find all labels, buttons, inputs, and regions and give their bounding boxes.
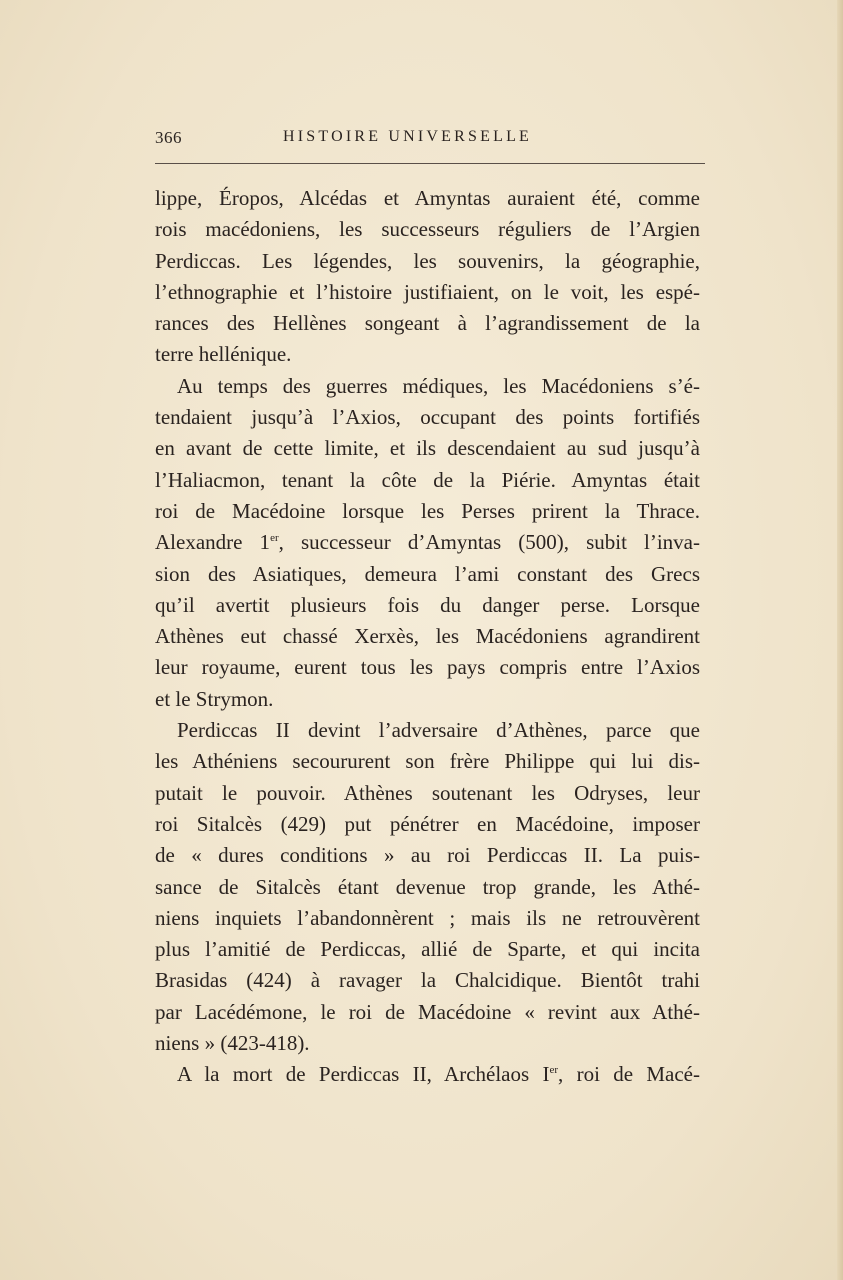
text-line: qu’il avertit plusieurs fois du danger perse. Lorsque bbox=[155, 592, 700, 617]
text-fragment: A la mort de Perdiccas II, Archélaos I bbox=[177, 1062, 550, 1087]
text-line: niens inquiets l’abandonnèrent ; mais ils ne retrouvèrent bbox=[155, 905, 700, 930]
text-line: lippe, Éropos, Alcédas et Amyntas auraient été, comme bbox=[155, 186, 700, 210]
text-line: roi Sitalcès (429) put pénétrer en Macédoine, imposer bbox=[155, 811, 700, 836]
text-line: et le Strymon. bbox=[155, 686, 274, 711]
text-fragment: Alexandre 1 bbox=[155, 530, 271, 555]
body-text bbox=[155, 183, 700, 1091]
text-line: sance de Sitalcès étant devenue trop grande, les Athé- bbox=[155, 874, 700, 899]
superscript: er bbox=[270, 532, 279, 545]
superscript: er bbox=[549, 1064, 559, 1077]
text-line: rois macédoniens, les successeurs réguliers de l’Argien bbox=[155, 217, 700, 242]
text-line: rances des Hellènes songeant à l’agrandissement de la bbox=[155, 311, 700, 336]
text-line: Au temps des guerres médiques, les Macédoniens s’é- bbox=[177, 373, 700, 398]
text-line bbox=[155, 1059, 700, 1090]
text-line: sion des Asiatiques, demeura l’ami constant des Grecs bbox=[155, 561, 700, 586]
page-number: 366 bbox=[155, 128, 182, 147]
text-line: l’ethnographie et l’histoire justifiaient, on le voit, les espé- bbox=[155, 279, 700, 304]
text-line: les Athéniens secoururent son frère Philippe qui lui dis- bbox=[155, 749, 700, 774]
text-line: Perdiccas II devint l’adversaire d’Athènes, parce que bbox=[177, 718, 700, 743]
header-rule bbox=[155, 163, 705, 164]
text-line: niens » (423-418). bbox=[155, 1031, 310, 1056]
text-line bbox=[155, 527, 700, 558]
text-line: plus l’amitié de Perdiccas, allié de Sparte, et qui incita bbox=[155, 937, 700, 962]
page-edge bbox=[837, 0, 843, 1280]
text-fragment: , roi de Macé- bbox=[558, 1062, 700, 1087]
text-line: leur royaume, eurent tous les pays compris entre l’Axios bbox=[155, 655, 700, 680]
text-line: de « dures conditions » au roi Perdiccas II. La puis- bbox=[155, 843, 700, 868]
page-header bbox=[155, 128, 700, 152]
text-line: Brasidas (424) à ravager la Chalcidique. Bientôt trahi bbox=[155, 968, 700, 993]
running-title: HISTOIRE UNIVERSELLE bbox=[283, 128, 533, 145]
text-line: terre hellénique. bbox=[155, 342, 292, 367]
text-line: putait le pouvoir. Athènes soutenant les Odryses, leur bbox=[155, 780, 700, 805]
text-line: en avant de cette limite, et ils descendaient au sud jusqu’à bbox=[155, 436, 700, 461]
text-line: par Lacédémone, le roi de Macédoine « revint aux Athé- bbox=[155, 999, 700, 1024]
text-line: Perdiccas. Les légendes, les souvenirs, la géographie, bbox=[155, 248, 700, 273]
text-fragment: , successeur d’Amyntas (500), subit l’inva- bbox=[278, 530, 700, 555]
text-line: l’Haliacmon, tenant la côte de la Piérie. Amyntas était bbox=[155, 467, 700, 492]
text-line: Athènes eut chassé Xerxès, les Macédoniens agrandirent bbox=[155, 624, 700, 649]
text-line: roi de Macédoine lorsque les Perses prirent la Thrace. bbox=[155, 498, 700, 523]
text-line: tendaient jusqu’à l’Axios, occupant des points fortifiés bbox=[155, 405, 700, 430]
